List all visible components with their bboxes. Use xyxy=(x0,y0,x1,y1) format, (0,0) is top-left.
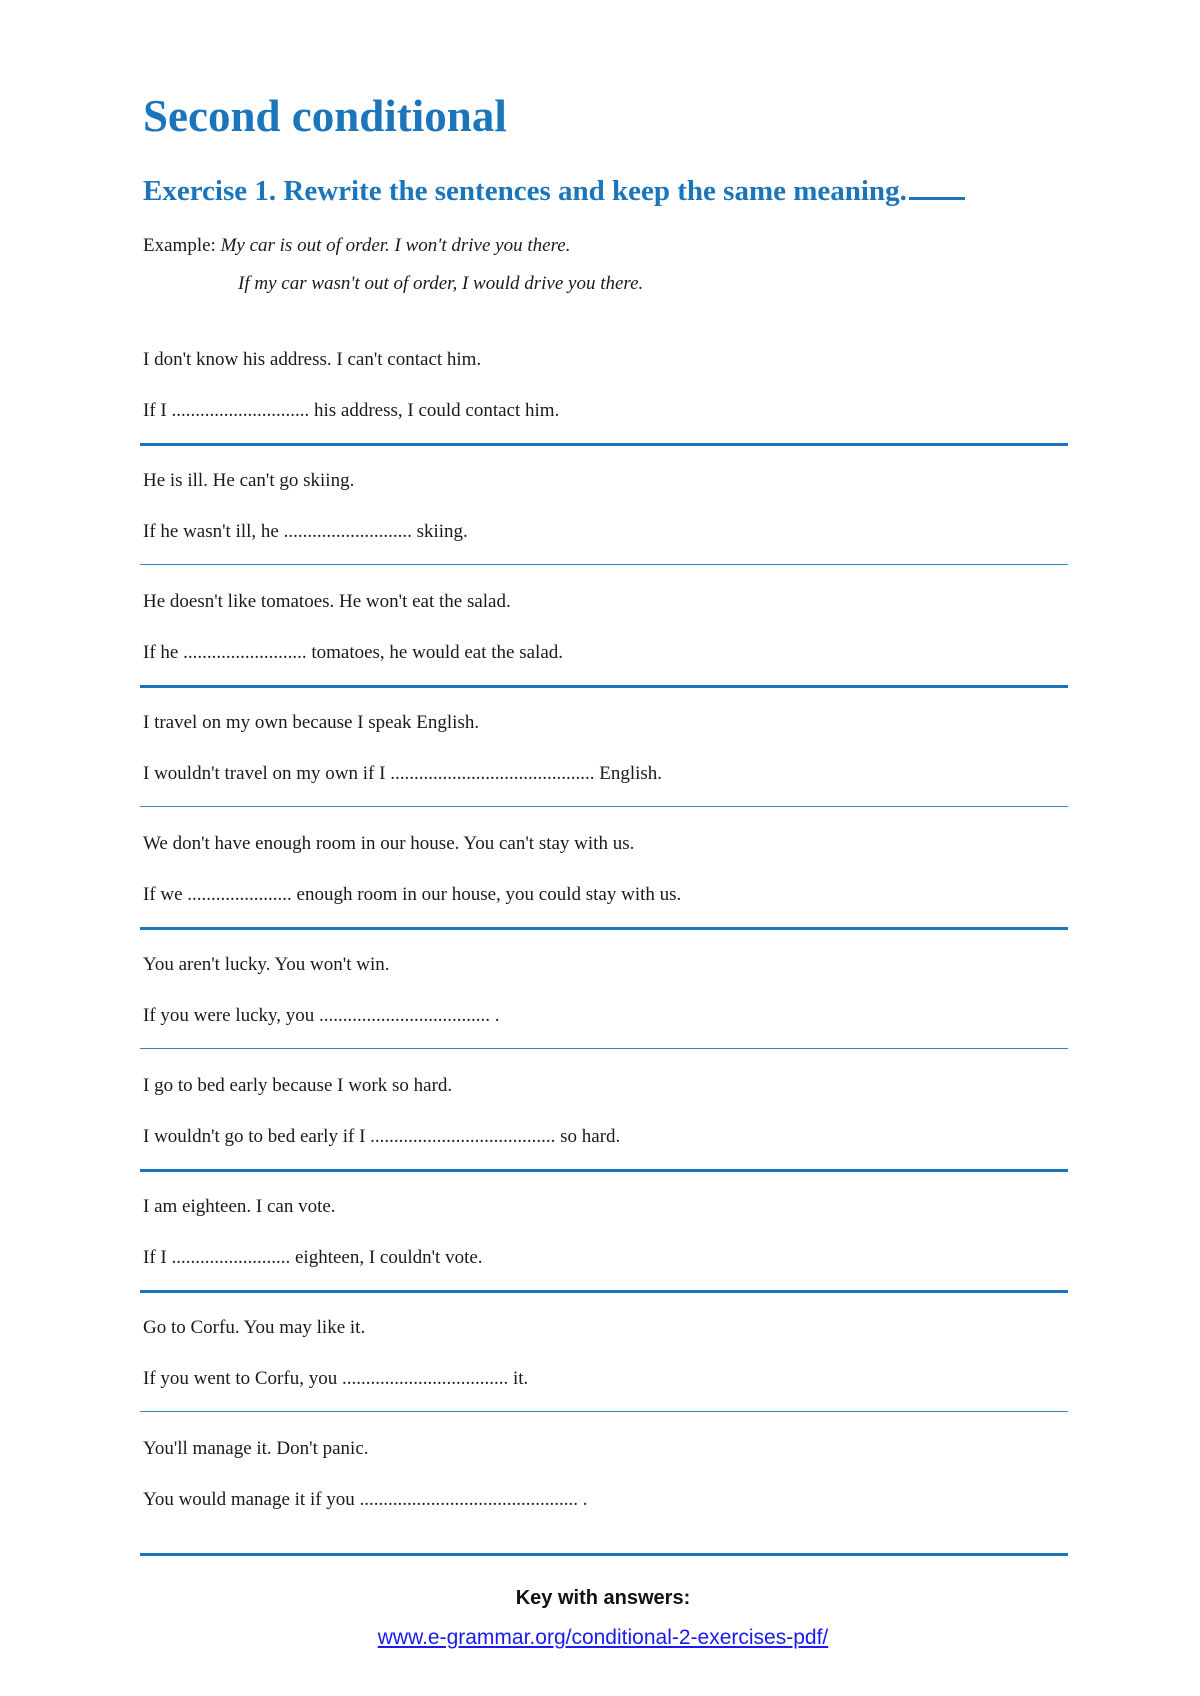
item-divider xyxy=(140,443,1068,446)
item-rewrite: If he .......................... tomatoes, he would eat the salad. xyxy=(143,642,564,663)
exercise-heading xyxy=(143,172,965,210)
item-sentence: We don't have enough room in our house. You can't stay with us. xyxy=(143,833,635,854)
item-divider xyxy=(140,1169,1068,1172)
item-sentence: He is ill. He can't go skiing. xyxy=(143,470,355,491)
item-rewrite: If you were lucky, you .................................... . xyxy=(143,1005,500,1026)
item-sentence: I am eighteen. I can vote. xyxy=(143,1196,336,1217)
item-rewrite: You would manage it if you .............................................. . xyxy=(143,1489,588,1510)
item-rewrite: I wouldn't travel on my own if I ........................................... English. xyxy=(143,763,663,784)
answer-key-label: Key with answers: xyxy=(515,1587,691,1609)
answer-key-link-wrap xyxy=(143,1623,1063,1653)
item-divider xyxy=(140,1290,1068,1293)
item-divider xyxy=(140,927,1068,930)
example-label: Example: xyxy=(143,235,216,256)
item-divider xyxy=(140,1048,1068,1049)
item-sentence: I don't know his address. I can't contact him. xyxy=(143,349,482,370)
example-sentence: My car is out of order. I won't drive you there. xyxy=(220,235,571,256)
item-rewrite: If we ...................... enough room in our house, you could stay with us. xyxy=(143,884,682,905)
item-rewrite: If I ......................... eighteen, I couldn't vote. xyxy=(143,1247,483,1268)
item-sentence: He doesn't like tomatoes. He won't eat the salad. xyxy=(143,591,511,612)
item-divider xyxy=(140,1553,1068,1556)
example-answer: If my car wasn't out of order, I would drive you there. xyxy=(238,273,644,294)
item-rewrite: I wouldn't go to bed early if I ....................................... so hard. xyxy=(143,1126,621,1147)
item-rewrite: If you went to Corfu, you ................................... it. xyxy=(143,1368,529,1389)
exercise-heading-text: Exercise 1. Rewrite the sentences and keep the same meaning. xyxy=(143,175,907,207)
item-sentence: I travel on my own because I speak English. xyxy=(143,712,480,733)
item-divider xyxy=(140,1411,1068,1412)
item-sentence: Go to Corfu. You may like it. xyxy=(143,1317,366,1338)
item-rewrite: If I ............................. his address, I could contact him. xyxy=(143,400,560,421)
answer-key-link[interactable]: www.e-grammar.org/conditional-2-exercises-pdf/ xyxy=(377,1626,829,1649)
item-rewrite: If he wasn't ill, he ........................... skiing. xyxy=(143,521,468,542)
item-divider xyxy=(140,564,1068,565)
item-sentence: You'll manage it. Don't panic. xyxy=(143,1438,369,1459)
item-sentence: You aren't lucky. You won't win. xyxy=(143,954,390,975)
item-sentence: I go to bed early because I work so hard. xyxy=(143,1075,453,1096)
item-divider xyxy=(140,806,1068,807)
example-line xyxy=(143,232,570,260)
heading-underline xyxy=(909,175,965,200)
page-title: Second conditional xyxy=(143,91,507,141)
item-divider xyxy=(140,685,1068,688)
